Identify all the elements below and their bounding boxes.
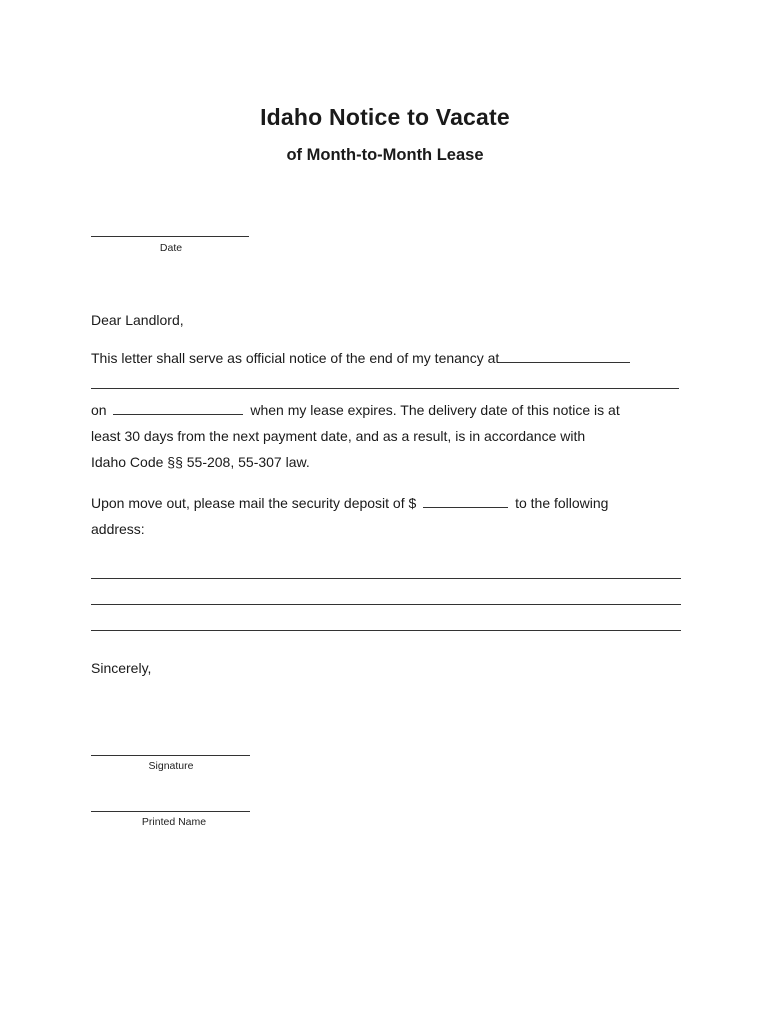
tenancy-address-blank-line-2[interactable] bbox=[91, 388, 679, 389]
forwarding-address-line-1[interactable] bbox=[91, 578, 681, 579]
lease-expiry-date-blank[interactable] bbox=[113, 402, 243, 415]
deposit-amount-blank[interactable] bbox=[423, 495, 508, 508]
para1-line5: Idaho Code §§ 55-208, 55-307 law. bbox=[91, 454, 310, 470]
para1-line1 bbox=[91, 350, 630, 366]
date-blank-line[interactable] bbox=[91, 236, 249, 237]
para1-line4: least 30 days from the next payment date, and as a result, is in accordance with bbox=[91, 428, 586, 444]
printed-name-blank-line[interactable] bbox=[91, 811, 250, 812]
document-subtitle: of Month-to-Month Lease bbox=[286, 146, 484, 164]
para2-line2: address: bbox=[91, 521, 145, 537]
tenancy-address-blank[interactable] bbox=[499, 350, 630, 363]
date-caption: Date bbox=[159, 242, 183, 254]
forwarding-address-line-3[interactable] bbox=[91, 630, 681, 631]
para1-line3-suffix: when my lease expires. The delivery date of this notice is at bbox=[250, 402, 620, 418]
para1-line1-text: This letter shall serve as official notice of the end of my tenancy at bbox=[91, 350, 500, 366]
printed-name-caption: Printed Name bbox=[141, 816, 207, 828]
para2-line1-prefix: Upon move out, please mail the security deposit of $ bbox=[91, 495, 417, 511]
salutation: Dear Landlord, bbox=[91, 312, 184, 328]
para2-line1 bbox=[91, 495, 608, 511]
para1-line3-prefix: on bbox=[91, 402, 107, 418]
signature-blank-line[interactable] bbox=[91, 755, 250, 756]
document-title: Idaho Notice to Vacate bbox=[260, 104, 510, 130]
para1-line3 bbox=[91, 402, 620, 418]
closing: Sincerely, bbox=[91, 660, 152, 676]
signature-caption: Signature bbox=[148, 760, 194, 772]
para2-line1-suffix: to the following bbox=[515, 495, 609, 511]
forwarding-address-line-2[interactable] bbox=[91, 604, 681, 605]
